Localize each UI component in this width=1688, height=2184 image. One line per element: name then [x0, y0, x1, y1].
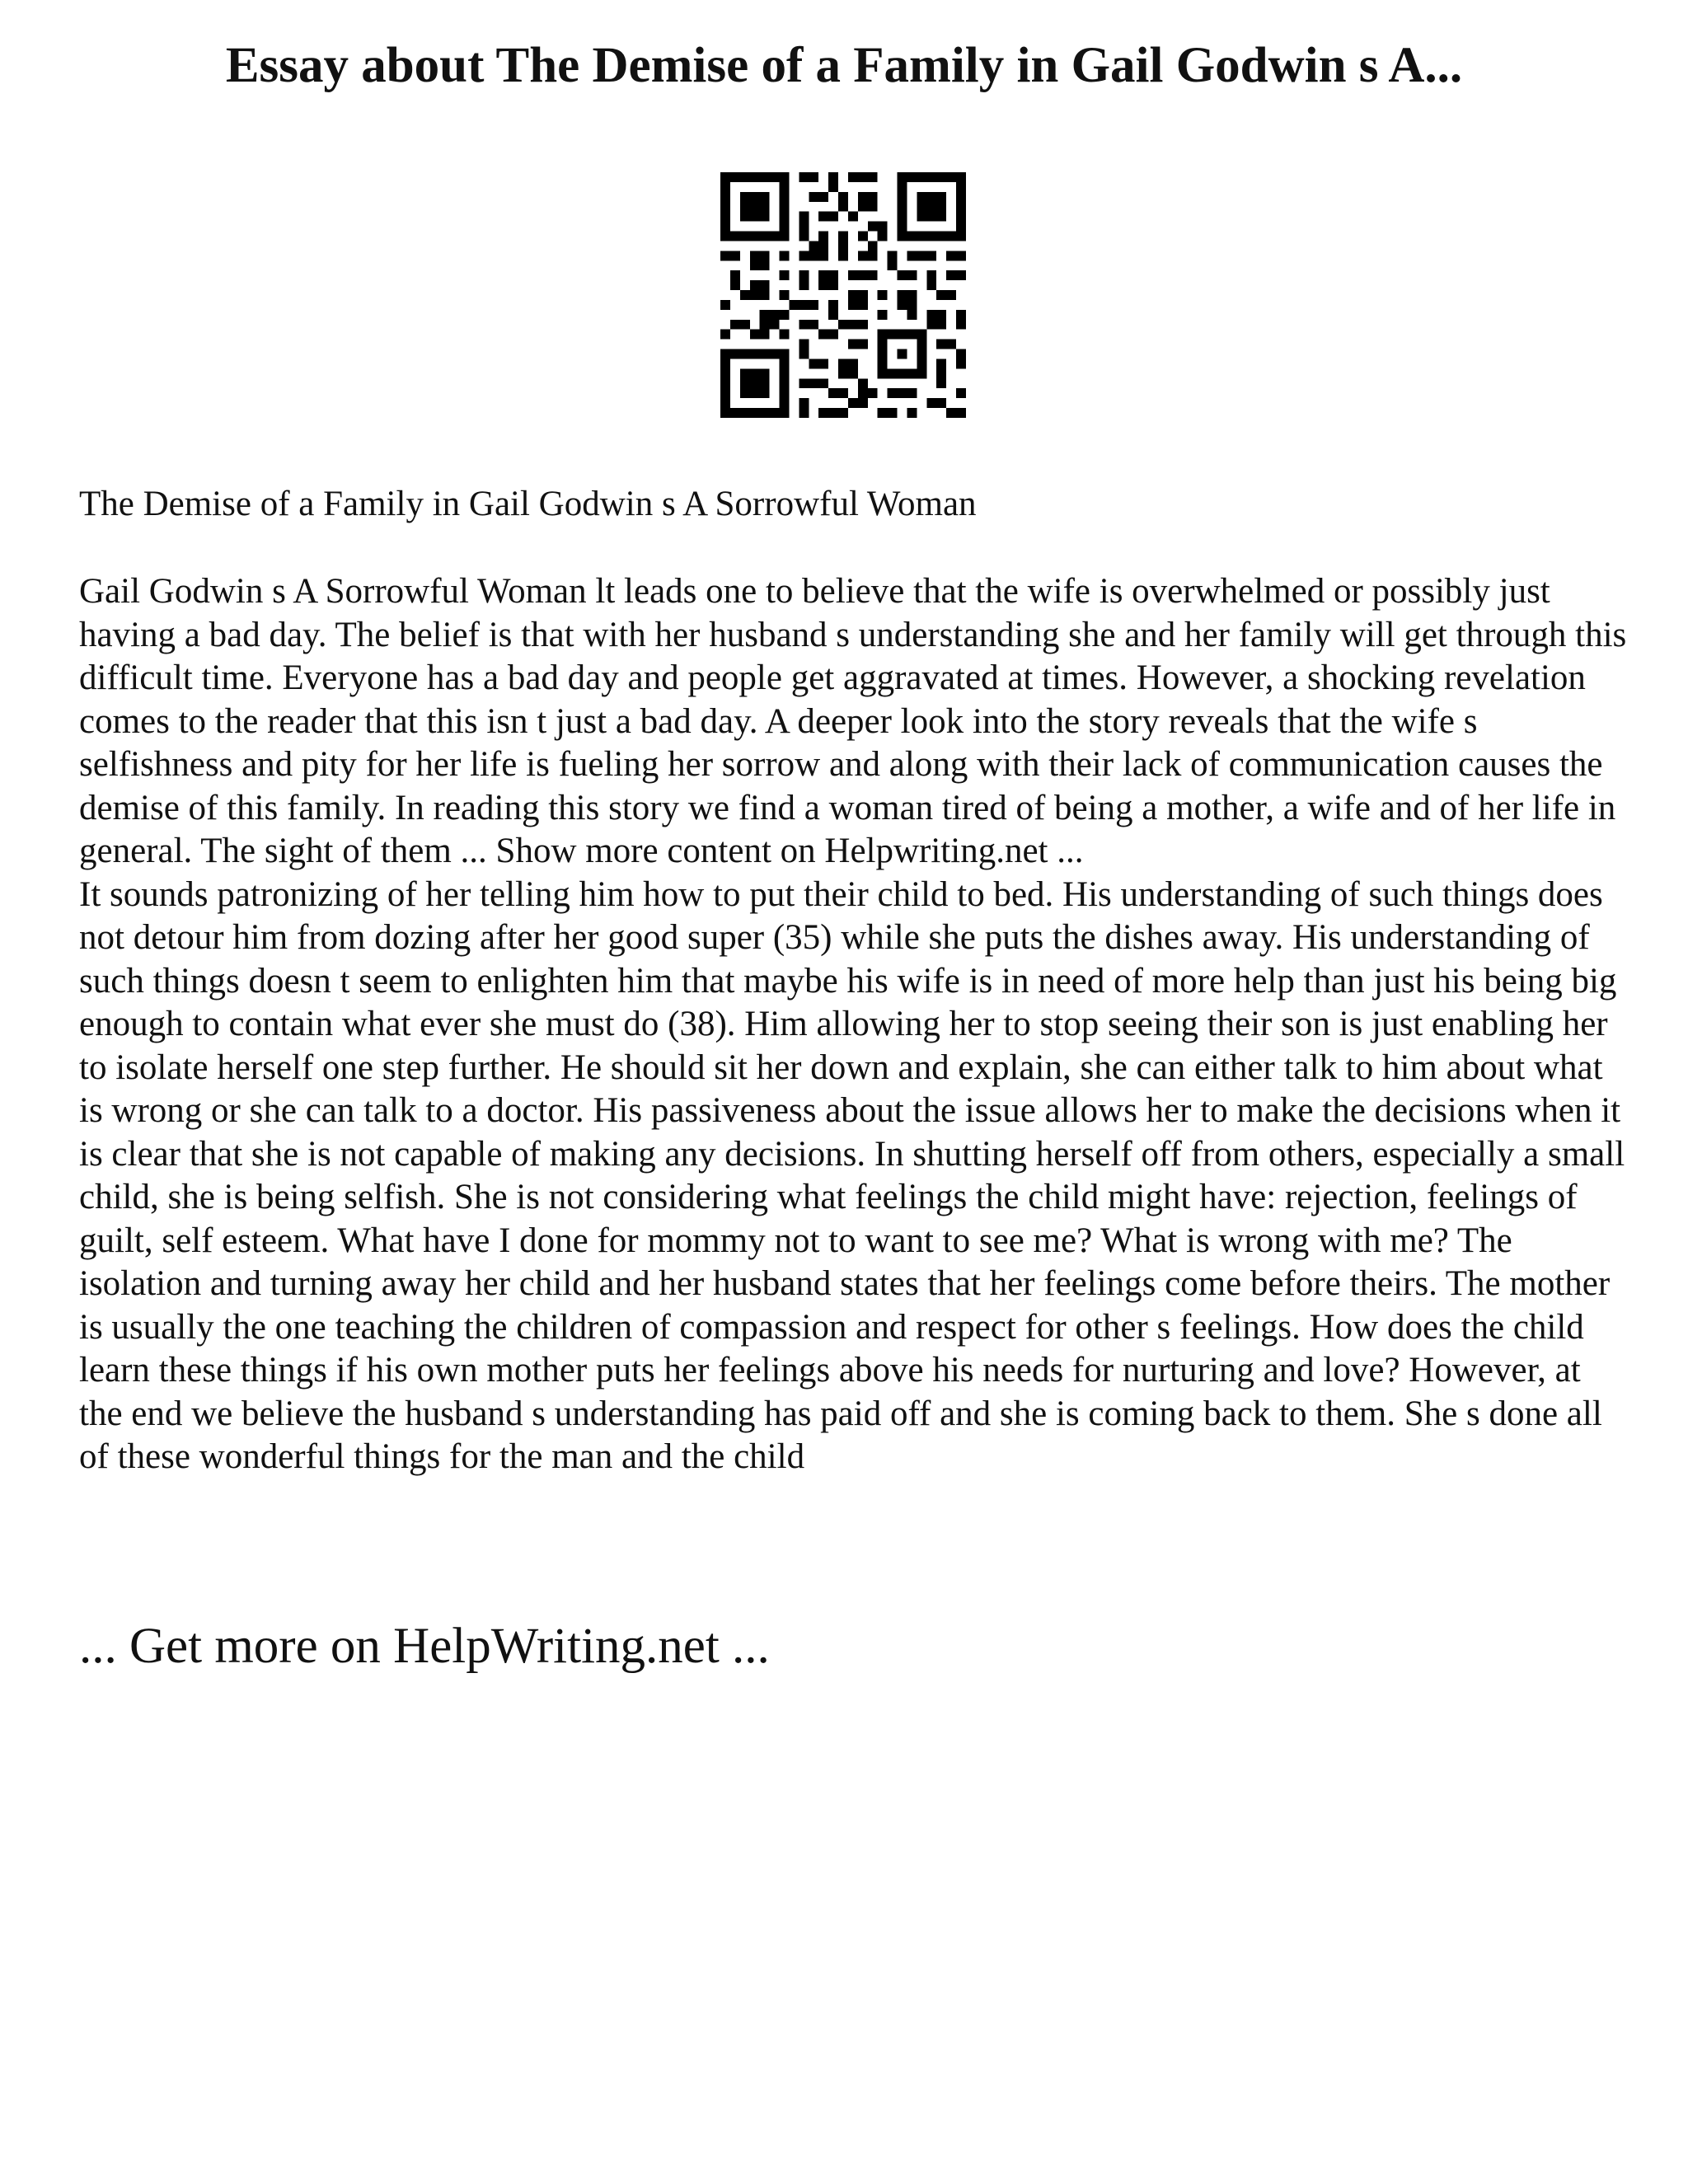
essay-body: [79, 570, 1629, 1479]
qr-code-icon: [720, 172, 966, 418]
get-more-link[interactable]: ... Get more on HelpWriting.net ...: [79, 1619, 770, 1674]
document-subtitle: The Demise of a Family in Gail Godwin s A Sorrowful Woman: [79, 485, 977, 523]
essay-paragraph-1: Gail Godwin s A Sorrowful Woman lt leads one to believe that the wife is overwhelmed or possibly just having a bad day. The belief is that with her husband s understanding she and her family will get through this difficult time. Everyone has a bad day and people get aggravated at times. However, a shocking revelation comes to the reader that this isn t just a bad day. A deeper look into the story reveals that the wife s selfishness and pity for her life is fueling her sorrow and along with their lack of communication causes the demise of this family. In reading this story we find a woman tired of being a mother, a wife and of her life in general. The sight of them ... Show more content on Helpwriting.net ...: [79, 572, 1627, 870]
essay-paragraph-2: It sounds patronizing of her telling him how to put their child to bed. His understanding of such things does not detour him from dozing after her good super (35) while she puts the dishes away. His understanding of such things doesn t seem to enlighten him that maybe his wife is in need of more help than just his being big enough to contain what ever she must do (38). Him allowing her to stop seeing their son is just enabling her to isolate herself one step further. He should sit her down and explain, she can either talk to him about what is wrong or she can talk to a doctor. His passiveness about the issue allows her to make the decisions when it is clear that she is not capable of making any decisions. In shutting herself off from others, especially a small child, she is being selfish. She is not considering what feelings the child might have: rejection, feelings of guilt, self esteem. What have I done for mommy not to want to see me? What is wrong with me? The isolation and turning away her child and her husband states that her feelings come before theirs. The mother is usually the one teaching the children of compassion and respect for other s feelings. How does the child learn these things if his own mother puts her feelings above his needs for nurturing and love? However, at the end we believe the husband s understanding has paid off and she is coming back to them. She s done all of these wonderful things for the man and the child: [79, 874, 1625, 1476]
page-title: Essay about The Demise of a Family in Gail Godwin s A...: [225, 38, 1463, 93]
